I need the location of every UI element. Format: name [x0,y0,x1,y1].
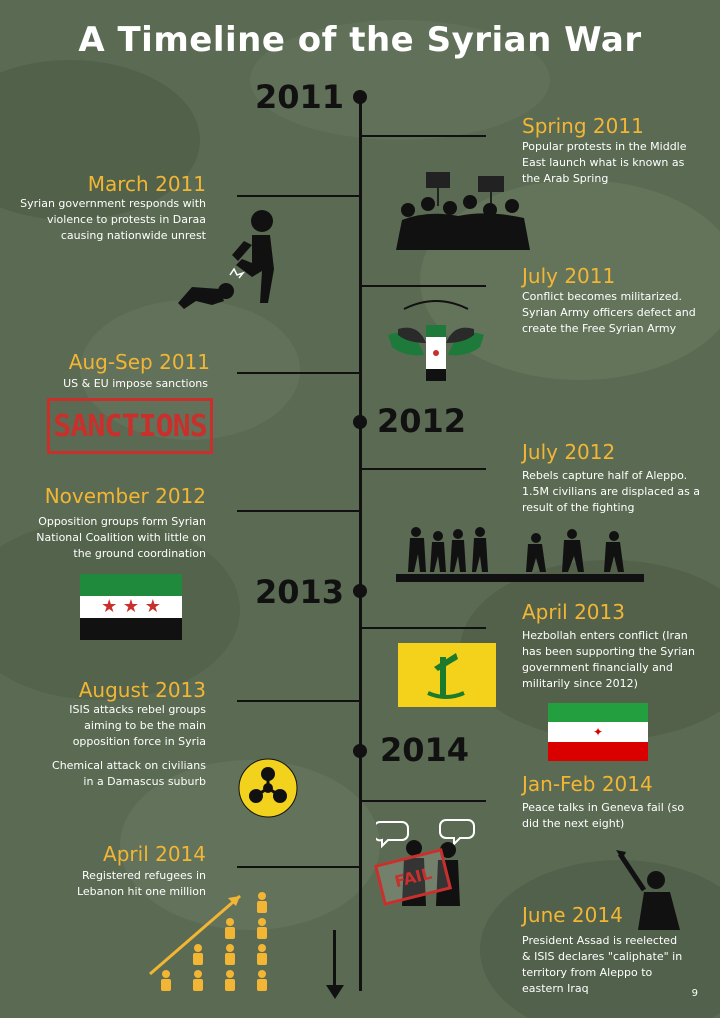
year-2014: 2014 [380,731,470,769]
event-heading: April 2014 [103,842,206,866]
page-number: 9 [691,988,698,999]
year-2012: 2012 [377,402,467,440]
event-heading: March 2011 [87,172,206,196]
sanctions-stamp: SANCTIONS [47,398,213,454]
event-text: Hezbollah enters conflict (Iran has been supporting the Syrian government financially and militarily since 2012) [522,629,695,690]
iran-flag: ✦ [548,703,648,761]
connector-march2011 [237,195,361,197]
event-heading: July 2011 [522,264,616,288]
connector-spring2011 [360,135,486,137]
event-heading: April 2013 [522,600,625,624]
connector-aug2013 [237,700,361,702]
timeline-dot-2012 [353,415,367,429]
violence-figure-icon [172,205,297,315]
refugees-growth-icon [144,882,284,994]
event-text: Popular protests in the Middle East launch what is known as the Arab Spring [522,140,687,185]
connector-augsep2011 [237,372,361,374]
event-text: Peace talks in Geneva fail (so did the next eight) [522,801,685,830]
syrian-opposition-flag: ★ ★ ★ [80,574,182,640]
chemical-hazard-icon [238,758,298,818]
event-text: Conflict becomes militarized. Syrian Army officers defect and create the Free Syrian Army [522,290,696,335]
timeline-arrow [333,930,336,988]
timeline-dot-2011 [353,90,367,104]
timeline-dot-2013 [353,584,367,598]
connector-nov2012 [237,510,361,512]
protest-crowd-icon [388,170,538,252]
timeline-line [359,96,362,991]
arrow-down-icon [326,985,344,999]
event-heading: June 2014 [522,903,623,927]
free-syrian-army-emblem-icon [384,295,488,387]
event-heading: Spring 2011 [522,114,644,138]
event-heading: August 2013 [78,678,206,702]
connector-july2011 [360,285,486,287]
event-text: Opposition groups form Syrian National Coalition with little on the ground coordination [36,515,206,560]
event-text: Chemical attack on civilians in a Damascus suburb [52,759,206,788]
event-heading: Jan-Feb 2014 [522,772,653,796]
connector-april2013 [360,627,486,629]
connector-july2012 [360,468,486,470]
hezbollah-flag [398,643,496,707]
year-2013: 2013 [255,573,345,611]
fail-stamp: FAIL [374,848,452,906]
timeline-dot-2014 [353,744,367,758]
event-text: Registered refugees in Lebanon hit one million [76,869,206,898]
event-text: Syrian government responds with violence to protests in Daraa causing nationwide unrest [20,197,206,242]
event-text: Rebels capture half of Aleppo. 1.5M civilians are displaced as a result of the fighting [522,469,701,514]
event-text: President Assad is reelected & ISIS declares "caliphate" in territory from Aleppo to eastern Iraq [522,934,683,995]
connector-janfeb2014 [360,800,486,802]
page-title: A Timeline of the Syrian War [78,20,642,60]
refugees-silhouette-icon [396,522,644,584]
event-text: US & EU impose sanctions [63,377,208,390]
event-text: ISIS attacks rebel groups aiming to be the main opposition force in Syria [69,703,206,748]
event-heading: July 2012 [522,440,616,464]
event-heading: November 2012 [44,484,206,508]
militant-silhouette-icon [614,850,686,930]
year-2011: 2011 [255,78,345,116]
connector-april2014 [237,866,361,868]
event-heading: Aug-Sep 2011 [68,350,210,374]
